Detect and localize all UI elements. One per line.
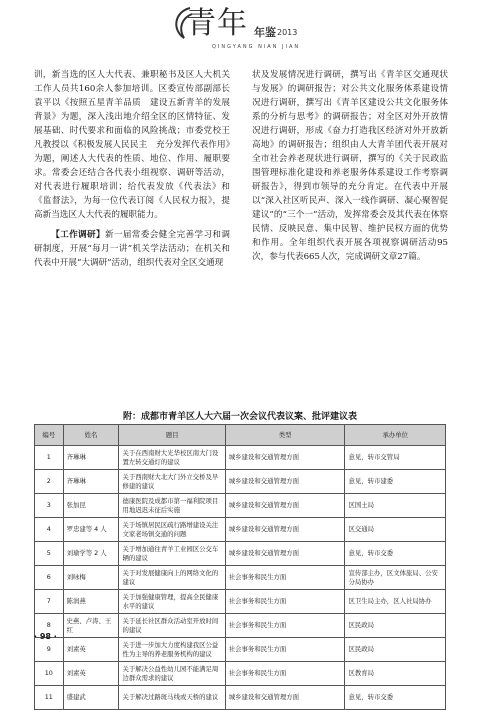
cell-category: 社会事务和民生方面: [225, 614, 345, 638]
cell-title: 德康医院及成都市第一福利院项目用地迟迟未征后实施: [119, 494, 225, 518]
table-row: [35, 614, 446, 638]
cell-no: 4: [35, 518, 64, 542]
cell-name: 罗忠建等 4 人: [63, 518, 119, 542]
cell-name: 刘素英: [63, 638, 119, 662]
cell-name: 刘咏梅: [63, 566, 119, 590]
table-row: [35, 446, 446, 470]
cell-title: 关于西南财大北大门外立交桥及早修建的建议: [119, 470, 225, 494]
cell-unit: 区教育局: [345, 662, 446, 686]
cell-unit: 区民政局: [345, 614, 446, 638]
logo-year: 2013: [277, 28, 298, 37]
cell-name: 刘素英: [63, 662, 119, 686]
right-column: [252, 68, 448, 264]
cell-name: 盛建武: [63, 686, 119, 710]
cell-no: 2: [35, 470, 64, 494]
table-row: [35, 566, 446, 590]
motions-table: [34, 424, 446, 710]
logo-subtitle: 年鉴: [254, 26, 276, 39]
table-row: [35, 470, 446, 494]
cell-no: 1: [35, 446, 64, 470]
cell-name: 齐琳琳: [63, 470, 119, 494]
cell-name: 史燕、卢涛、王红: [63, 614, 119, 638]
section-paragraph: [34, 228, 230, 270]
cell-category: 社会事务和民生方面: [225, 566, 345, 590]
cell-title: 关于解决公益性幼儿园不能满足周边群众需求的建议: [119, 662, 225, 686]
cell-no: 9: [35, 638, 64, 662]
cell-unit: 区民政局: [345, 638, 446, 662]
cell-category: 城乡建设和交通管理方面: [225, 446, 345, 470]
cell-no: 8: [35, 614, 64, 638]
logo-pinyin: QINGYANG NIAN JIAN: [212, 44, 301, 50]
cell-category: 城乡建设和交通管理方面: [225, 542, 345, 566]
table-row: [35, 638, 446, 662]
page-number: · 98 ·: [34, 632, 57, 641]
cell-category: 城乡建设和交通管理方面: [225, 494, 345, 518]
table-row: [35, 686, 446, 710]
cell-no: 6: [35, 566, 64, 590]
table-header-row: [35, 425, 446, 446]
cell-no: 5: [35, 542, 64, 566]
cell-name: 刘瑜学等 2 人: [63, 542, 119, 566]
header-cell: 类型: [225, 425, 345, 446]
table-row: [35, 518, 446, 542]
cell-no: 3: [35, 494, 64, 518]
table-row: [35, 542, 446, 566]
cell-category: 城乡建设和交通管理方面: [225, 518, 345, 542]
cell-unit: 区交通局: [345, 518, 446, 542]
table-row: [35, 590, 446, 614]
cell-name: 陈润燕: [63, 590, 119, 614]
cell-unit: 区卫生局主办，区人社局协办: [345, 590, 446, 614]
section-heading: 【工作调研】: [51, 230, 105, 240]
cell-category: 社会事务和民生方面: [225, 638, 345, 662]
body-paragraph: 训，新当选的区人大代表、兼职秘书及区人大机关工作人员共160余人参加培训。区委宣传部副部长袁平以《按照五星青羊品质 建设五新青羊的发展背景》为题，深入浅出地介绍全区的区情特征、发展基础、时代要求和面临的风险挑战；市委党校王凡教授以《积极发展人民民主 充分发挥代表作用》为题，阐述人大代表的性质、地位、作用、履职要求。常委会还结合各代表小组视察、调研等活动，对代表进行履职培训；给代表发放《代表法》和《监督法》，为每一位代表订阅《人民权力报》，提高新当选区人大代表的履职能力。: [34, 70, 230, 220]
cell-name: 张加昆: [63, 494, 119, 518]
cell-no: 11: [35, 686, 64, 710]
cell-category: 社会事务和民生方面: [225, 590, 345, 614]
cell-title: 关于增加通往青羊工业园区公交车辆的建议: [119, 542, 225, 566]
header-cell: 编号: [35, 425, 64, 446]
cell-title: 关于延长社区群众活动室开放时间的建议: [119, 614, 225, 638]
cell-title: 关于解决过路斑马线或天桥的建议: [119, 686, 225, 710]
table-row: [35, 494, 446, 518]
header-cell: 姓名: [63, 425, 119, 446]
cell-unit: 意见，转市交委: [345, 542, 446, 566]
table-title: 附：成都市青羊区人大六届一次会议代表议案、批评建议表: [122, 412, 357, 422]
cell-unit: 意见，转市交委: [345, 686, 446, 710]
left-column: [34, 68, 230, 270]
cell-title: 关于进一步加大力度构建我区公益性为主导的养老服务机构的建议: [119, 638, 225, 662]
header-cell: 承办单位: [345, 425, 446, 446]
cell-unit: 区国土局: [345, 494, 446, 518]
cell-name: 齐琳琳: [63, 446, 119, 470]
header-cell: 题目: [119, 425, 225, 446]
masthead: [0, 0, 480, 62]
cell-unit: 宣传部主办，区文体旅局、公安分局协办: [345, 566, 446, 590]
cell-unit: 意见，转市交管局: [345, 446, 446, 470]
cell-title: 关于场镇居民区疏行路增建设关注文家老场镇交通的问题: [119, 518, 225, 542]
cell-unit: 意见，转市建委: [345, 470, 446, 494]
table-row: [35, 662, 446, 686]
body-paragraph: 状及发展情况进行调研，撰写出《青羊区交通现状与发展》的调研报告；对公共文化服务体系建设情况进行调研，撰写出《青羊区建设公共文化服务体系的分析与思考》的调研报告；对全区对外开放情况进行调研，形成《奋力打造我区经济对外开放新高地》的调研报告；组织由人大青羊团代表开展对全市社会养老现状进行调研，撰写的《关于民政监围管理标准化建设和养老服务体系建设工作考察调研报告》，得到市领导的充分肯定。在代表中开展以“深入社区听民声、深入一线作调研、凝心聚智促建议”的“三个一”活动，发挥常委会及其代表在体察民情、反映民意、集中民智、维护民权方面的优势和作用。全年组织代表开展各项视察调研活动95次，参与代表665人次，完成调研文章27篇。: [252, 70, 448, 262]
cell-category: 社会事务和民生方面: [225, 662, 345, 686]
logo-title: 青年: [186, 6, 248, 41]
cell-category: 城乡建设和交通管理方面: [225, 470, 345, 494]
cell-title: 关于加强健康管理，提高全民健康水平的建议: [119, 590, 225, 614]
cell-title: 关于在西南财大光华校区南大门设置左转交通灯的建议: [119, 446, 225, 470]
section-text: 新一届常委会健全完善学习和调研制度，开展“每月一讲”机关学法活动；在机关和代表中开展“大调研”活动，组织代表对全区交通现: [34, 230, 230, 268]
cell-no: 7: [35, 590, 64, 614]
cell-category: 城乡建设和交通管理方面: [225, 686, 345, 710]
cell-no: 10: [35, 662, 64, 686]
cell-title: 关于对发展健康向上的网络文化的建议: [119, 566, 225, 590]
